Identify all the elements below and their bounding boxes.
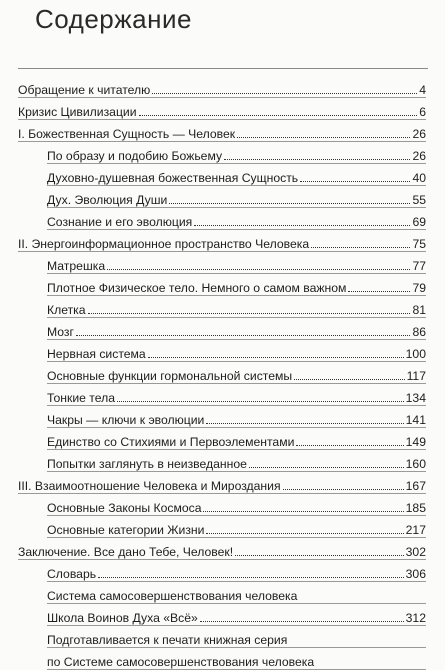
toc-entry-title: III. Взаимоотношение Человека и Мироздания	[18, 479, 281, 493]
toc-entry	[47, 362, 426, 384]
toc-entry-page-number: 149	[405, 435, 426, 449]
toc-entry-page-number: 75	[412, 237, 426, 251]
dot-leader	[224, 159, 410, 160]
toc-entry-page-number: 100	[405, 347, 426, 361]
toc-entry-title: Обращение к читателю	[18, 83, 151, 97]
dot-leader	[194, 225, 410, 226]
toc-entry-page-number: 79	[412, 281, 426, 295]
toc-entry-title: Школа Воинов Духа «Всё»	[47, 611, 198, 625]
toc-entry-title: Единство со Стихиями и Первоэлементами	[47, 435, 295, 449]
toc-entry	[47, 208, 426, 230]
toc-entry-title: Клетка	[47, 303, 86, 317]
toc-entry-page-number: 117	[406, 369, 426, 383]
toc-entry	[47, 384, 426, 406]
toc-entry	[18, 120, 426, 142]
page-title: Содержание	[35, 4, 192, 34]
dot-leader	[348, 291, 410, 292]
toc-entry-title: Дух. Эволюция Души	[47, 193, 168, 207]
dot-leader	[235, 555, 404, 556]
title-divider	[18, 68, 428, 69]
dot-leader	[139, 115, 418, 116]
toc-entry	[47, 428, 426, 450]
dot-leader	[200, 621, 404, 622]
dot-leader	[169, 203, 410, 204]
toc-entry-page-number: 40	[412, 171, 426, 185]
toc-entry-page-number: 302	[405, 545, 426, 559]
toc-entry-title: Попытки заглянуть в неизведанное	[47, 457, 247, 471]
toc-entry	[18, 472, 426, 494]
toc-entry-title: Сознание и его эволюция	[47, 215, 193, 229]
toc-entry-title: Чакры — ключи к эволюции	[47, 413, 205, 427]
toc-entry-title: по Системе самосовершенствования человека	[47, 655, 315, 669]
toc-entry-title: Основные Законы Космоса	[47, 501, 202, 515]
toc-entry	[18, 76, 426, 98]
dot-leader	[117, 401, 404, 402]
dot-leader	[98, 577, 404, 578]
toc-entry	[47, 626, 426, 648]
dot-leader	[283, 489, 404, 490]
toc-entry-title: Заключение. Все дано Тебе, Человек!	[18, 545, 234, 559]
dot-leader	[294, 379, 404, 380]
toc-entry-title: Словарь	[47, 567, 97, 581]
toc-entry	[47, 450, 426, 472]
dot-leader	[88, 313, 411, 314]
toc-entry-title: Основные функции гормональной системы	[47, 369, 293, 383]
toc-entry-page-number: 312	[405, 611, 426, 625]
toc-entry-page-number: 134	[405, 391, 426, 405]
dot-leader	[203, 511, 403, 512]
toc-entry-title: Система самосовершенствования человека	[47, 589, 298, 603]
toc-entry-page-number: 217	[405, 523, 426, 537]
toc-entry	[47, 164, 426, 186]
dot-leader	[107, 269, 410, 270]
dot-leader	[76, 335, 410, 336]
toc-entry-page-number: 77	[412, 259, 426, 273]
toc-entry-page-number: 4	[419, 83, 426, 97]
toc-entry-page-number: 81	[412, 303, 426, 317]
dot-leader	[148, 357, 404, 358]
toc-entry	[47, 186, 426, 208]
toc-entry-page-number: 69	[412, 215, 426, 229]
toc-entry	[47, 604, 426, 626]
toc-entry-title: Подготавливается к печати книжная серия	[47, 633, 288, 647]
toc-entry	[47, 494, 426, 516]
toc-entry-page-number: 160	[405, 457, 426, 471]
toc-entry	[47, 274, 426, 296]
toc-entry-title: Плотное Физическое тело. Немного о самом важном	[47, 281, 347, 295]
toc-entry-page-number: 55	[412, 193, 426, 207]
toc-entry	[47, 560, 426, 582]
toc-entry-title: Кризис Цивилизации	[18, 105, 137, 119]
toc-entry	[18, 230, 426, 252]
toc-entry-title: Основные категории Жизни	[47, 523, 205, 537]
toc-entry	[47, 252, 426, 274]
toc-entry-title: Нервная система	[47, 347, 146, 361]
toc-entry-title: II. Энергоинформационное пространство Человека	[18, 237, 310, 251]
toc-entry	[47, 406, 426, 428]
toc-entry	[47, 648, 426, 670]
toc-entry-page-number: 141	[405, 413, 426, 427]
dot-leader	[249, 467, 404, 468]
toc-entry	[47, 142, 426, 164]
toc-entry-page-number: 167	[405, 479, 426, 493]
toc-entry	[47, 516, 426, 538]
toc-entry-page-number: 26	[412, 149, 426, 163]
toc-entry	[18, 538, 426, 560]
toc-entry-title: Мозг	[47, 325, 74, 339]
toc-entry	[47, 318, 426, 340]
toc-entry-page-number: 185	[405, 501, 426, 515]
dot-leader	[152, 93, 417, 94]
toc-entry	[47, 340, 426, 362]
dot-leader	[206, 423, 403, 424]
dot-leader	[237, 137, 410, 138]
toc-entry	[47, 296, 426, 318]
toc-entry	[47, 582, 426, 604]
toc-entry-page-number: 6	[419, 105, 426, 119]
dot-leader	[206, 533, 403, 534]
toc-entry-title: По образу и подобию Божьему	[47, 149, 223, 163]
dot-leader	[311, 247, 410, 248]
toc-entry-page-number: 26	[412, 127, 426, 141]
dot-leader	[300, 181, 410, 182]
toc-entry-title: I. Божественная Сущность — Человек	[18, 127, 236, 141]
toc-entry-page-number: 306	[405, 567, 426, 581]
toc-entry-title: Матрешка	[47, 259, 106, 273]
toc-entry	[18, 98, 426, 120]
toc-entry-title: Духовно-душевная божественная Сущность	[47, 171, 299, 185]
toc-entry-title: Тонкие тела	[47, 391, 116, 405]
toc-entry-page-number: 86	[412, 325, 426, 339]
dot-leader	[296, 445, 403, 446]
